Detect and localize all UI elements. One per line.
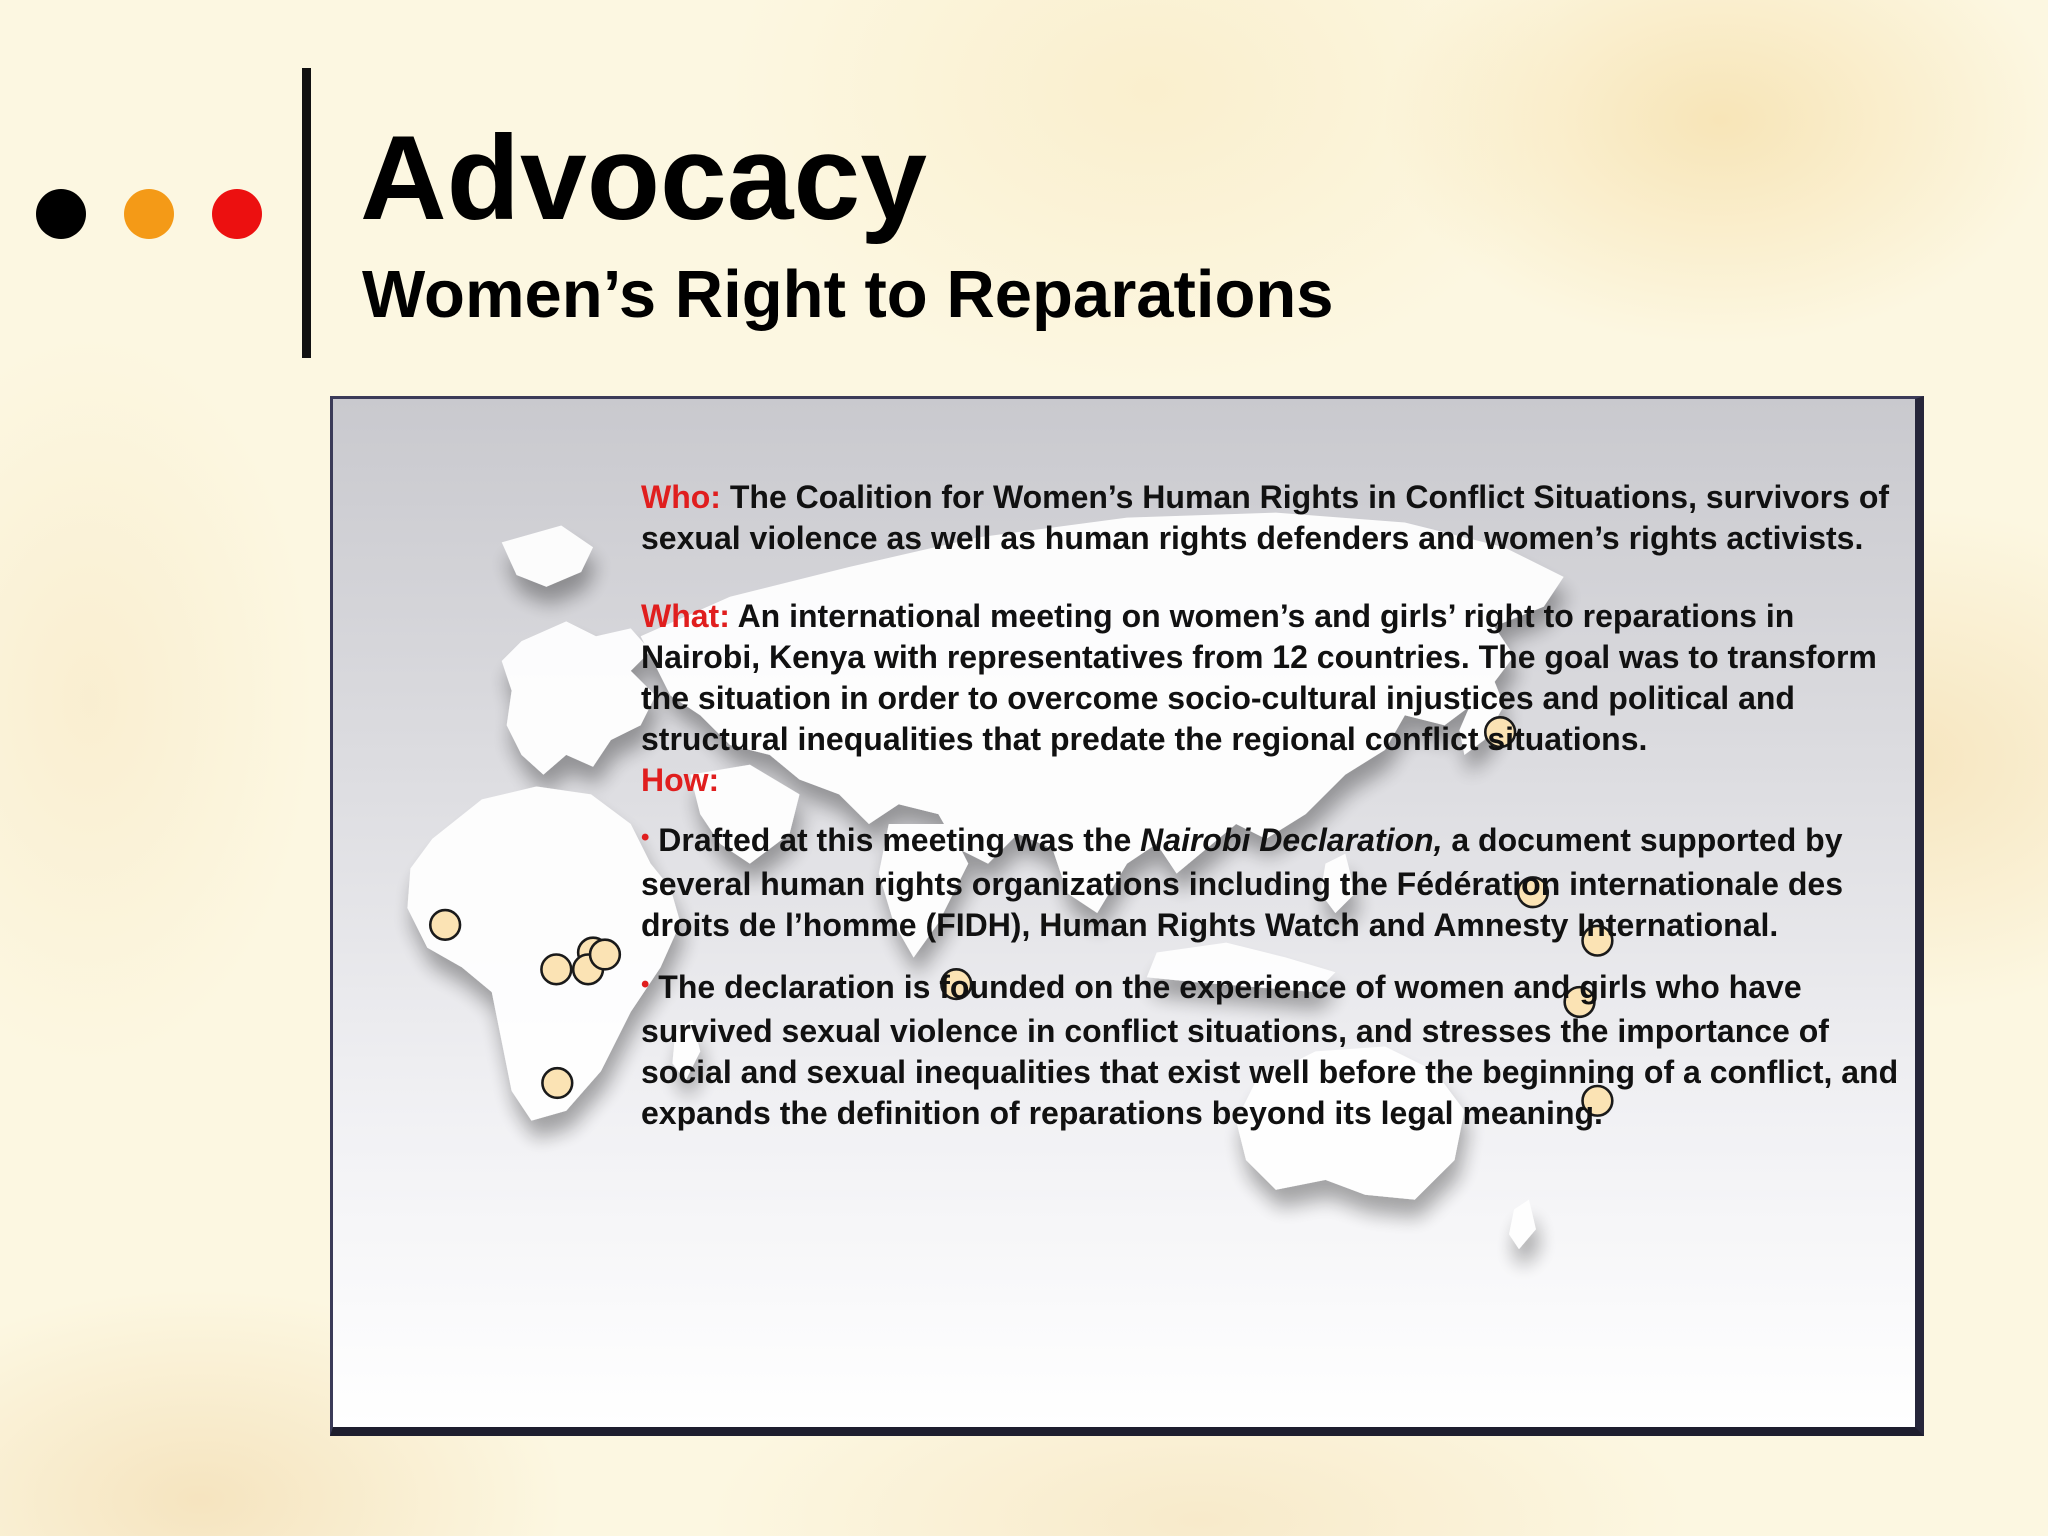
who-text: The Coalition for Women’s Human Rights in Conflict Situations, survivors of sexual violence as well as human rights defenders and women’s rights activists.	[641, 479, 1890, 556]
slide-title: Advocacy	[360, 111, 927, 245]
title-divider	[302, 68, 311, 358]
what-label: What:	[641, 598, 730, 634]
what-paragraph	[641, 596, 1901, 760]
slide-subtitle: Women’s Right to Reparations	[362, 257, 1334, 332]
europe-shape	[502, 621, 656, 774]
bullet-item	[641, 967, 1901, 1134]
title-dots	[36, 189, 262, 239]
who-label: Who:	[641, 479, 721, 515]
how-label: How:	[641, 762, 720, 798]
africa-shape	[407, 786, 680, 1120]
map-marker	[590, 940, 620, 970]
bullet-emphasis: Nairobi Declaration,	[1140, 822, 1443, 858]
bullet-item	[641, 820, 1901, 946]
what-text: An international meeting on women’s and girls’ right to reparations in Nairobi, Kenya with representatives from 12 countries. The goal was to transform the situation in order to overcome socio-cultural injustices and political and structural inequalities that predate the regional conflict situations.	[641, 598, 1877, 757]
map-marker	[430, 910, 460, 940]
bullet-marker: •	[641, 824, 650, 851]
bullet-text: a document supported by several human rights organizations including the Fédération internationale des droits de l’homme (FIDH), Human Rights Watch and Amnesty International.	[641, 822, 1843, 943]
content-panel	[330, 396, 1924, 1436]
how-paragraph	[641, 760, 1901, 801]
who-paragraph	[641, 477, 1901, 559]
new-zealand-shape	[1509, 1200, 1536, 1249]
bullet-text: The declaration is founded on the experience of women and girls who have survived sexual violence in conflict situations, and stresses the importance of social and sexual inequalities that exist well before the beginning of a conflict, and expands the definition of reparations beyond its legal meaning.	[641, 969, 1899, 1131]
bullet-text: Drafted at this meeting was the	[649, 822, 1141, 858]
map-marker	[541, 955, 571, 985]
map-marker	[542, 1068, 572, 1098]
red-dot	[212, 189, 262, 239]
bullet-marker: •	[641, 971, 650, 998]
orange-dot	[124, 189, 174, 239]
greenland-shape	[502, 526, 593, 587]
black-dot	[36, 189, 86, 239]
slide-body	[641, 477, 1901, 1134]
